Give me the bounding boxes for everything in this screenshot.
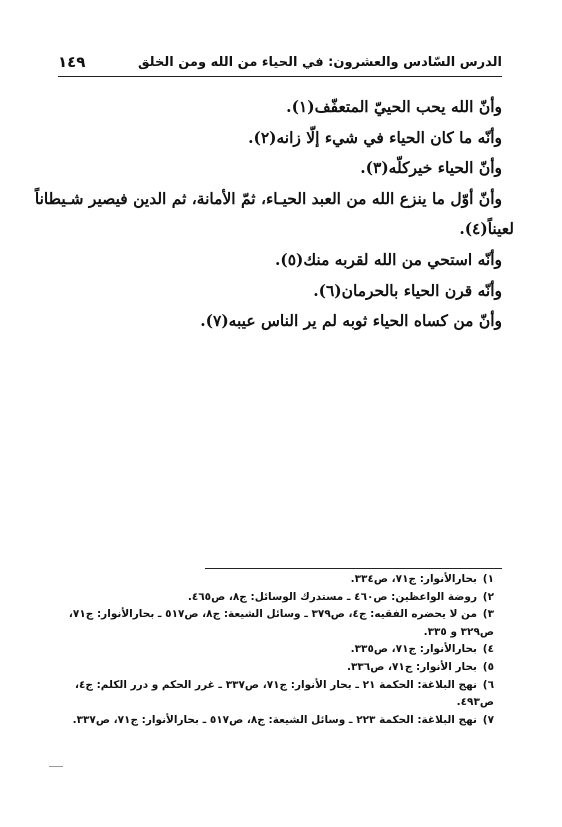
footnote-number: ٢) xyxy=(482,590,494,603)
footnote-text: بحار الأنوار: ج٧١، ص٣٣٦. xyxy=(346,660,477,673)
footnote-4 xyxy=(56,641,494,659)
footnote-number: ١) xyxy=(482,573,494,585)
footnote-6 xyxy=(56,677,494,695)
footnote-text: نهج البلاغة: الحكمة ٢١ ـ بحار الأنوار: ج٧١، ص٣٣٧ ـ غرر الحكم و درر الكلم: ج٤، xyxy=(74,678,477,691)
footnote-text: بحارالأنوار: ج٧١، ص٣٣٤. xyxy=(350,573,477,585)
text-line-1: وأنّ الله يحب الحييّ المتعفّف(١). xyxy=(286,97,502,116)
footnote-number: ٦) xyxy=(482,678,494,691)
footnote-text: بحارالأنوار: ج٧١، ص٣٣٥. xyxy=(350,643,477,656)
footnote-text: من لا يحضره الفقيه: ج٤، ص٣٧٩ ـ وسائل الشيعة: ج٨، ص٥١٧ ـ بحارالأنوار: ج٧١، xyxy=(68,608,477,621)
running-header xyxy=(58,50,502,76)
footnote-2 xyxy=(56,589,494,607)
stray-mark xyxy=(49,766,63,767)
footnote-number: ٣) xyxy=(482,608,494,621)
text-line-4: وأنّ أوّل ما ينزع الله من العبد الحيـاء، ثمّ الأمانة، ثم الدين فيصير شـيطاناً xyxy=(34,188,502,208)
text-line-3: وأنّ الحياء خيركلّه(٣). xyxy=(360,158,502,178)
footnote-3 xyxy=(56,606,494,624)
footnote-number: ٧) xyxy=(482,713,494,726)
header-title: الدرس السّادس والعشرون: في الحياء من الله ومن الخلق xyxy=(137,55,502,70)
main-text xyxy=(34,92,514,337)
text-line-2: وأنّه ما كان الحياء في شيء إلّا زانه(٢). xyxy=(248,127,502,147)
footnote-6-continuation: ص٤٩٣. xyxy=(456,696,494,709)
footnote-separator xyxy=(205,568,502,569)
page-number: ١٤٩ xyxy=(58,53,86,71)
footnote-1 xyxy=(56,571,494,589)
text-line-7: وأنّه قرن الحياء بالحرمان(٦). xyxy=(313,280,502,300)
header-rule xyxy=(58,76,502,77)
footnote-text: نهج البلاغة: الحكمة ٢٢٣ ـ وسائل الشيعة: ج٨، ص٥١٧ ـ بحارالأنوار: ج٧١، ص٣٣٧. xyxy=(72,713,477,726)
footnote-number: ٥) xyxy=(482,660,494,673)
footnotes xyxy=(56,571,494,729)
footnote-text: روضة الواعظين: ص٤٦٠ ـ مستدرك الوسائل: ج٨، ص٤٦٥. xyxy=(187,590,477,603)
footnote-3-continuation: ص٣٢٩ و ٣٣٥. xyxy=(423,625,494,638)
footnote-number: ٤) xyxy=(482,643,494,656)
text-line-6: وأنّه استحي من الله لقربه منك(٥). xyxy=(274,249,502,269)
footnote-5 xyxy=(56,659,494,677)
text-line-8: وأنّ من كساه الحياء ثوبه لم ير الناس عيبه(٧). xyxy=(200,311,502,331)
text-line-5: لعيناً(٤). xyxy=(459,219,514,239)
footnote-7 xyxy=(56,712,494,730)
